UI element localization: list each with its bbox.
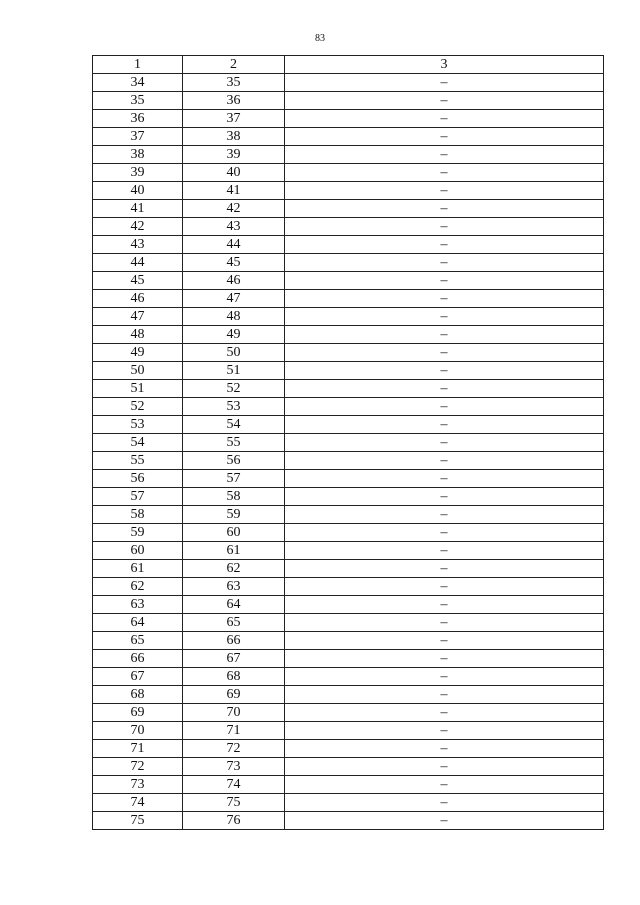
table-cell-col-2: 59	[183, 506, 285, 524]
table-row	[93, 722, 604, 740]
table-cell-col-1: 58	[93, 506, 183, 524]
table-cell-col-2: 36	[183, 92, 285, 110]
table-cell-col-1: 69	[93, 704, 183, 722]
table-cell-col-2: 66	[183, 632, 285, 650]
table-cell-col-1: 52	[93, 398, 183, 416]
table-cell-col-2: 49	[183, 326, 285, 344]
table-row	[93, 164, 604, 182]
table-row	[93, 614, 604, 632]
table-cell-col-1: 45	[93, 272, 183, 290]
table-cell-col-2: 35	[183, 74, 285, 92]
table-cell-col-1: 51	[93, 380, 183, 398]
table-header-row	[93, 56, 604, 74]
table-cell-col-2: 58	[183, 488, 285, 506]
table-cell-col-2: 38	[183, 128, 285, 146]
table-row	[93, 794, 604, 812]
table-cell-col-3: –	[285, 488, 604, 506]
table-row	[93, 380, 604, 398]
table-cell-col-3: –	[285, 128, 604, 146]
table-cell-col-1: 75	[93, 812, 183, 830]
table-cell-col-2: 73	[183, 758, 285, 776]
table-cell-col-3: –	[285, 398, 604, 416]
table-cell-col-2: 61	[183, 542, 285, 560]
table-cell-col-2: 65	[183, 614, 285, 632]
table-row	[93, 254, 604, 272]
table-row	[93, 452, 604, 470]
table-cell-col-1: 54	[93, 434, 183, 452]
table-cell-col-2: 69	[183, 686, 285, 704]
table-cell-col-3: –	[285, 182, 604, 200]
table-cell-col-2: 68	[183, 668, 285, 686]
table-cell-col-1: 42	[93, 218, 183, 236]
table-row	[93, 776, 604, 794]
table-cell-col-3: –	[285, 218, 604, 236]
table-cell-col-3: –	[285, 668, 604, 686]
table-row	[93, 416, 604, 434]
table-cell-col-1: 37	[93, 128, 183, 146]
table-cell-col-2: 74	[183, 776, 285, 794]
table-row	[93, 470, 604, 488]
table-cell-col-2: 57	[183, 470, 285, 488]
table-cell-col-1: 62	[93, 578, 183, 596]
table-row	[93, 398, 604, 416]
table-cell-col-3: –	[285, 542, 604, 560]
table-cell-col-3: –	[285, 344, 604, 362]
table-row	[93, 290, 604, 308]
table-cell-col-3: –	[285, 686, 604, 704]
table-cell-col-3: –	[285, 416, 604, 434]
table-cell-col-1: 57	[93, 488, 183, 506]
table-cell-col-3: –	[285, 722, 604, 740]
table-row	[93, 632, 604, 650]
table-cell-col-3: –	[285, 524, 604, 542]
table-cell-col-1: 66	[93, 650, 183, 668]
table-cell-col-3: –	[285, 272, 604, 290]
table-cell-col-1: 65	[93, 632, 183, 650]
table-cell-col-3: –	[285, 632, 604, 650]
table-row	[93, 236, 604, 254]
table-cell-col-2: 67	[183, 650, 285, 668]
table-cell-col-3: –	[285, 74, 604, 92]
table-row	[93, 434, 604, 452]
table-row	[93, 128, 604, 146]
table-row	[93, 74, 604, 92]
table-row	[93, 560, 604, 578]
table-cell-col-1: 70	[93, 722, 183, 740]
table-cell-col-1: 72	[93, 758, 183, 776]
table-cell-col-1: 68	[93, 686, 183, 704]
table-row	[93, 650, 604, 668]
table-row	[93, 488, 604, 506]
table-cell-col-2: 48	[183, 308, 285, 326]
table-cell-col-1: 56	[93, 470, 183, 488]
table-cell-col-3: –	[285, 596, 604, 614]
table-cell-col-1: 48	[93, 326, 183, 344]
table-cell-col-2: 41	[183, 182, 285, 200]
table-row	[93, 326, 604, 344]
table-cell-col-2: 47	[183, 290, 285, 308]
table-cell-col-3: –	[285, 308, 604, 326]
table-cell-col-1: 36	[93, 110, 183, 128]
table-cell-col-2: 46	[183, 272, 285, 290]
table-cell-col-3: –	[285, 506, 604, 524]
table-cell-col-1: 38	[93, 146, 183, 164]
table-row	[93, 704, 604, 722]
table-row	[93, 506, 604, 524]
table-cell-col-3: –	[285, 470, 604, 488]
table-cell-col-2: 51	[183, 362, 285, 380]
table-cell-col-2: 54	[183, 416, 285, 434]
table-cell-col-1: 40	[93, 182, 183, 200]
table-cell-col-1: 41	[93, 200, 183, 218]
table-row	[93, 362, 604, 380]
table-cell-col-2: 63	[183, 578, 285, 596]
table-cell-col-1: 46	[93, 290, 183, 308]
table-cell-col-3: –	[285, 704, 604, 722]
table-cell-col-3: –	[285, 614, 604, 632]
column-header-3: 3	[285, 56, 604, 74]
table-cell-col-3: –	[285, 578, 604, 596]
table-cell-col-2: 55	[183, 434, 285, 452]
table-row	[93, 686, 604, 704]
table-cell-col-1: 59	[93, 524, 183, 542]
table-cell-col-1: 55	[93, 452, 183, 470]
table-cell-col-3: –	[285, 794, 604, 812]
table-row	[93, 272, 604, 290]
table-cell-col-1: 49	[93, 344, 183, 362]
table-cell-col-3: –	[285, 776, 604, 794]
table-cell-col-3: –	[285, 380, 604, 398]
table-cell-col-1: 60	[93, 542, 183, 560]
table-cell-col-1: 43	[93, 236, 183, 254]
table-cell-col-2: 37	[183, 110, 285, 128]
table-cell-col-2: 39	[183, 146, 285, 164]
table-cell-col-2: 70	[183, 704, 285, 722]
table-cell-col-1: 63	[93, 596, 183, 614]
table-cell-col-3: –	[285, 146, 604, 164]
table-cell-col-2: 56	[183, 452, 285, 470]
table-cell-col-1: 34	[93, 74, 183, 92]
table-cell-col-3: –	[285, 362, 604, 380]
column-header-2: 2	[183, 56, 285, 74]
table-cell-col-3: –	[285, 254, 604, 272]
table-cell-col-3: –	[285, 758, 604, 776]
table-cell-col-1: 47	[93, 308, 183, 326]
table-cell-col-2: 64	[183, 596, 285, 614]
table-row	[93, 524, 604, 542]
table-cell-col-1: 71	[93, 740, 183, 758]
table-cell-col-2: 53	[183, 398, 285, 416]
table-row	[93, 344, 604, 362]
table-row	[93, 308, 604, 326]
table-cell-col-2: 72	[183, 740, 285, 758]
table-cell-col-3: –	[285, 326, 604, 344]
column-header-1: 1	[93, 56, 183, 74]
table-row	[93, 146, 604, 164]
table-row	[93, 740, 604, 758]
table-cell-col-2: 75	[183, 794, 285, 812]
table-cell-col-3: –	[285, 560, 604, 578]
table-row	[93, 218, 604, 236]
table-cell-col-1: 39	[93, 164, 183, 182]
table-cell-col-3: –	[285, 740, 604, 758]
table-cell-col-1: 67	[93, 668, 183, 686]
data-table	[92, 55, 604, 830]
table-row	[93, 542, 604, 560]
table-cell-col-3: –	[285, 452, 604, 470]
table-cell-col-2: 71	[183, 722, 285, 740]
table-cell-col-3: –	[285, 236, 604, 254]
table-cell-col-2: 52	[183, 380, 285, 398]
table-body	[93, 74, 604, 830]
table-cell-col-3: –	[285, 812, 604, 830]
table-cell-col-1: 53	[93, 416, 183, 434]
table-cell-col-2: 76	[183, 812, 285, 830]
table-row	[93, 812, 604, 830]
table-cell-col-2: 44	[183, 236, 285, 254]
table-cell-col-2: 42	[183, 200, 285, 218]
table-cell-col-1: 50	[93, 362, 183, 380]
table-cell-col-3: –	[285, 290, 604, 308]
table-row	[93, 596, 604, 614]
table-cell-col-2: 43	[183, 218, 285, 236]
table-cell-col-1: 61	[93, 560, 183, 578]
table-cell-col-1: 35	[93, 92, 183, 110]
table-row	[93, 182, 604, 200]
table-cell-col-3: –	[285, 164, 604, 182]
table-cell-col-2: 60	[183, 524, 285, 542]
table-row	[93, 110, 604, 128]
table-cell-col-3: –	[285, 110, 604, 128]
table-cell-col-2: 45	[183, 254, 285, 272]
table-cell-col-2: 40	[183, 164, 285, 182]
page-number: 83	[315, 33, 325, 44]
table-row	[93, 200, 604, 218]
table-cell-col-3: –	[285, 434, 604, 452]
table-row	[93, 92, 604, 110]
table-cell-col-3: –	[285, 92, 604, 110]
table-row	[93, 668, 604, 686]
table-cell-col-2: 62	[183, 560, 285, 578]
table-cell-col-2: 50	[183, 344, 285, 362]
table-cell-col-1: 44	[93, 254, 183, 272]
table-row	[93, 758, 604, 776]
table-cell-col-1: 73	[93, 776, 183, 794]
table-cell-col-1: 64	[93, 614, 183, 632]
table-cell-col-3: –	[285, 650, 604, 668]
table-cell-col-1: 74	[93, 794, 183, 812]
table-row	[93, 578, 604, 596]
table-cell-col-3: –	[285, 200, 604, 218]
